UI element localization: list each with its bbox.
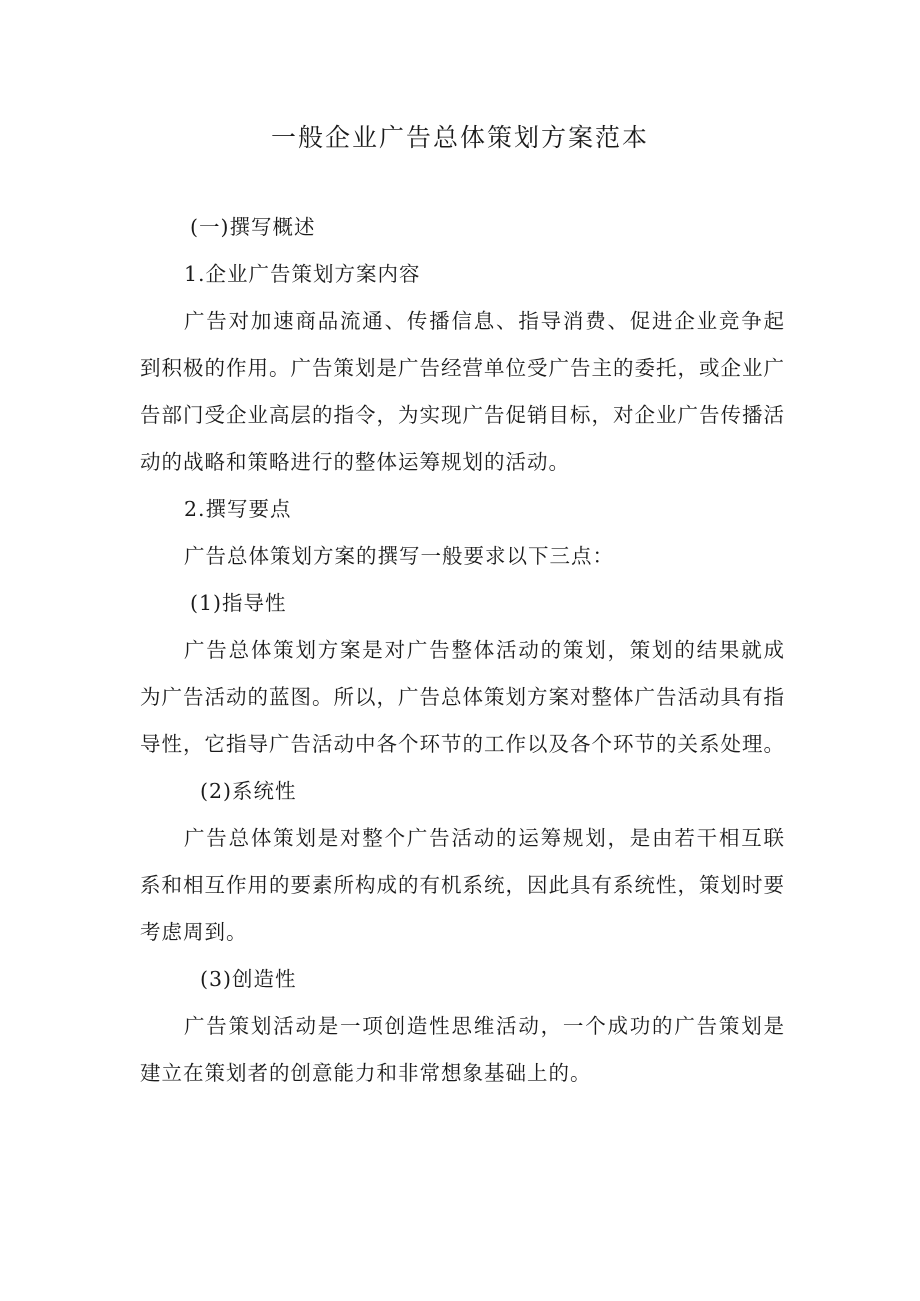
paragraph-creative: 广告策划活动是一项创造性思维活动，一个成功的广告策划是建立在策划者的创意能力和非常想象基础上的。 [140, 1014, 785, 1085]
subheading-plan-content: 1.企业广告策划方案内容 [184, 262, 421, 286]
point-heading-guidance: (1)指导性 [190, 591, 287, 615]
point-heading-creative: (3)创造性 [200, 967, 297, 991]
subheading-writing-points: 2.撰写要点 [184, 497, 292, 521]
document-title: 一般企业广告总体策划方案范本 [270, 123, 649, 152]
point-heading-systematic: (2)系统性 [200, 779, 297, 803]
section-heading-overview: (一)撰写概述 [190, 215, 316, 239]
paragraph-guidance: 广告总体策划方案是对广告整体活动的策划，策划的结果就成为广告活动的蓝图。所以，广告总体策划方案对整体广告活动具有指导性，它指导广告活动中各个环节的工作以及各个环节的关系处理。 [140, 638, 785, 756]
paragraph-systematic: 广告总体策划是对整个广告活动的运筹规划，是由若干相互联系和相互作用的要素所构成的有机系统，因此具有系统性，策划时要考虑周到。 [140, 826, 785, 944]
paragraph-plan-content: 广告对加速商品流通、传播信息、指导消费、促进企业竞争起到积极的作用。广告策划是广告经营单位受广告主的委托，或企业广告部门受企业高层的指令，为实现广告促销目标，对企业广告传播活动的战略和策略进行的整体运筹规划的活动。 [140, 309, 785, 474]
paragraph-writing-intro: 广告总体策划方案的撰写一般要求以下三点： [184, 544, 614, 568]
document-body [140, 204, 785, 1097]
